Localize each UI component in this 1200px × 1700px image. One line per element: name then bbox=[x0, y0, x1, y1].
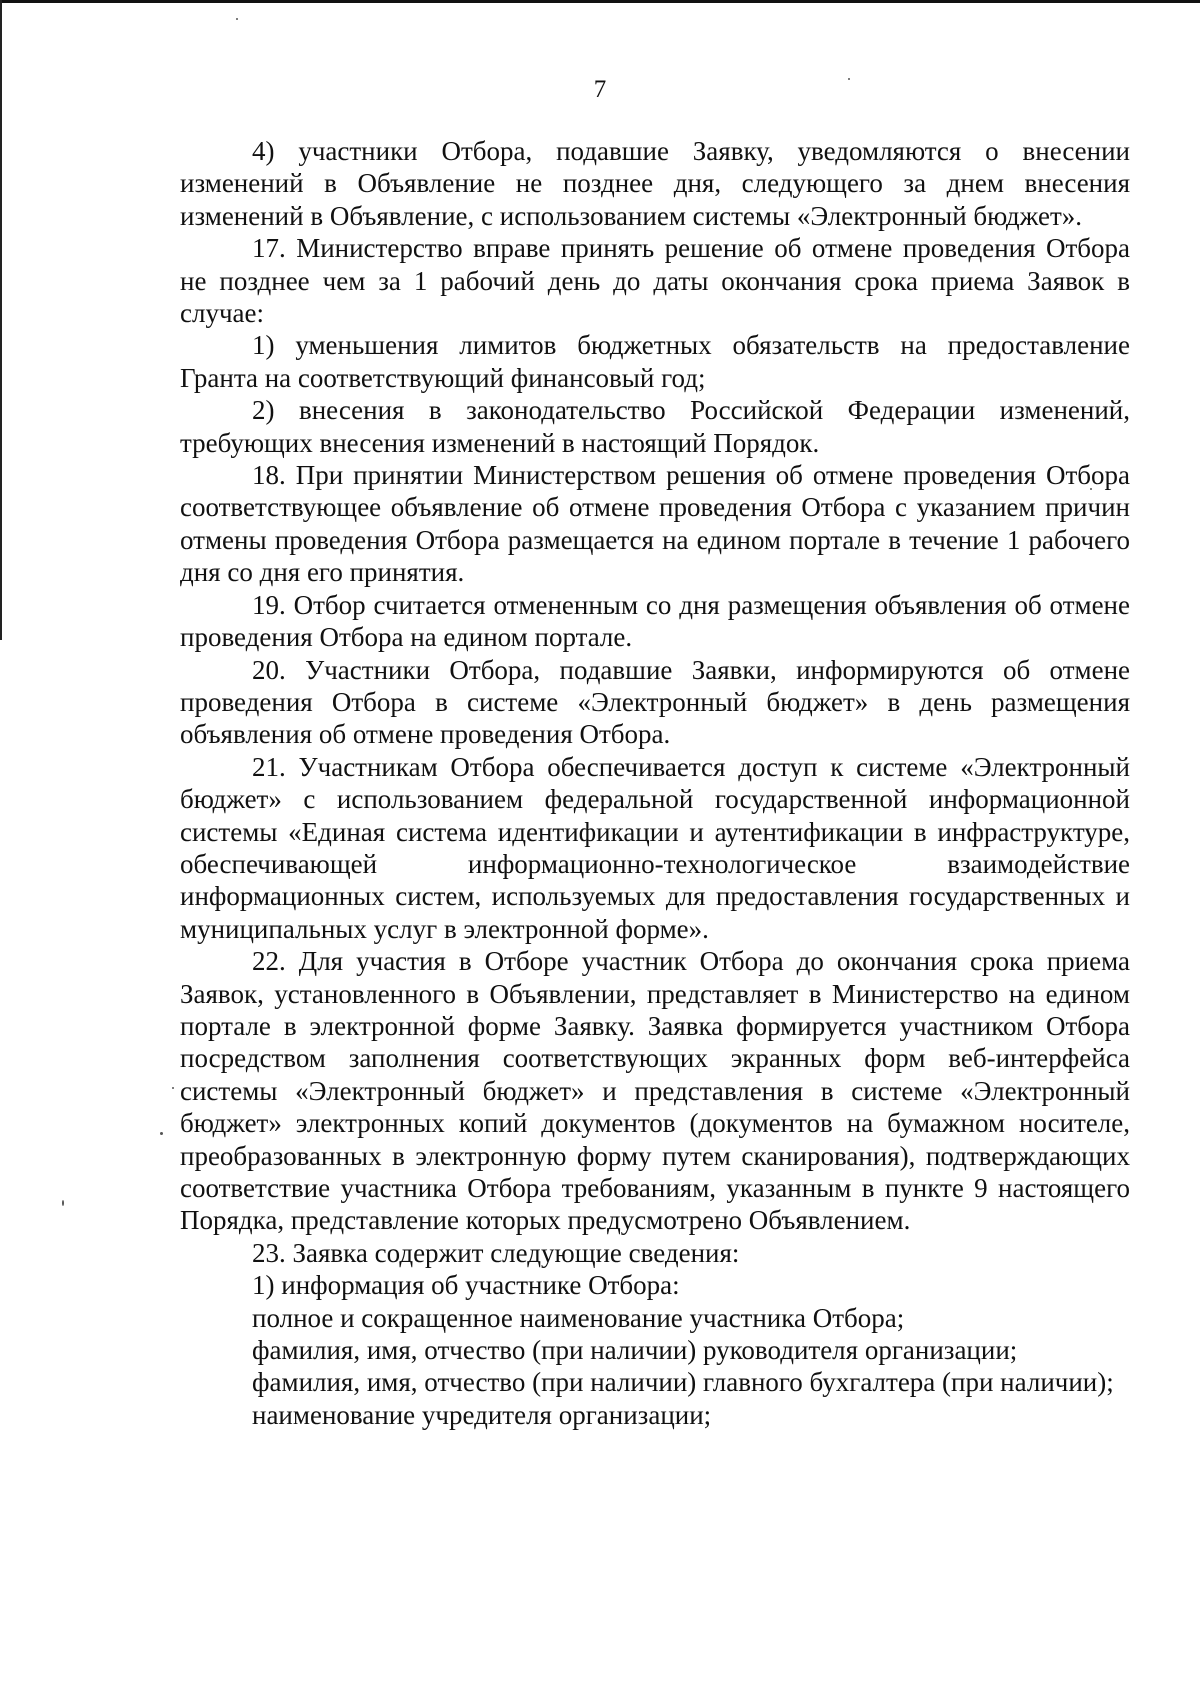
paragraph-17-cancellation-right: 17. Министерство вправе принять решение об отмене проведения Отбора не позднее чем за 1 рабочий день до даты окончания срока приема Заявок в случае: bbox=[180, 233, 1130, 329]
paragraph-22-application-submission: 22. Для участия в Отборе участник Отбора до окончания срока приема Заявок, установленного в Объявлении, представляет в Министерство на едином портале в электронной форме Заявку. Заявка формируется участником Отбора посредством заполнения соответствующих экранных форм веб-интерфейса системы «Электронный бюджет» и представления в системе «Электронный бюджет» электронных копий документов (документов на бумажном носителе, преобразованных в электронную форму путем сканирования), подтверждающих соответствие участника Отбора требованиям, указанным в пункте 9 настоящего Порядка, представление которых предусмотрено Объявлением. bbox=[180, 946, 1130, 1236]
paragraph-17-case-2: 2) внесения в законодательство Российской Федерации изменений, требующих внесения изменений в настоящий Порядок. bbox=[180, 395, 1130, 458]
paragraph-18-cancellation-notice: 18. При принятии Министерством решения об отмене проведения Отбора соответствующее объявление об отмене проведения Отбора с указанием причин отмены проведения Отбора размещается на едином портале в течение 1 рабочего дня со дня его принятия. bbox=[180, 460, 1130, 588]
scan-speck bbox=[160, 1132, 163, 1135]
paragraph-19-cancelled: 19. Отбор считается отмененным со дня размещения объявления об отмене проведения Отбора на едином портале. bbox=[180, 589, 1130, 653]
paragraph-20-participants-informed: 20. Участники Отбора, подавшие Заявки, информируются об отмене проведения Отбора в системе «Электронный бюджет» в день размещения объявления об отмене проведения Отбора. bbox=[180, 654, 1130, 750]
paragraph-23-item-1: 1) информация об участнике Отбора: bbox=[252, 1270, 680, 1301]
document-body bbox=[180, 135, 1130, 1431]
scan-speck bbox=[236, 18, 238, 20]
paragraph-23-founder-name: наименование учредителя организации; bbox=[252, 1399, 712, 1430]
scan-speck bbox=[172, 1087, 174, 1089]
scan-edge-top bbox=[0, 0, 1200, 3]
page-number: 7 bbox=[593, 76, 607, 103]
paragraph-23-director-name: фамилия, имя, отчество (при наличии) руководителя организации; bbox=[252, 1335, 1018, 1366]
paragraph-23-accountant-name: фамилия, имя, отчество (при наличии) главного бухгалтера (при наличии); bbox=[252, 1367, 1114, 1398]
paragraph-17-case-1: 1) уменьшения лимитов бюджетных обязательств на предоставление Гранта на соответствующий финансовый год; bbox=[180, 330, 1130, 393]
paragraph-item-4-notification: 4) участники Отбора, подавшие Заявку, уведомляются о внесении изменений в Объявление не позднее дня, следующего за днем внесения изменений в Объявление, с использованием системы «Электронный бюджет». bbox=[180, 136, 1130, 231]
paragraph-23-full-name: полное и сокращенное наименование участника Отбора; bbox=[252, 1302, 905, 1333]
paragraph-21-system-access: 21. Участникам Отбора обеспечивается доступ к системе «Электронный бюджет» с использованием федеральной государственной информационной системы «Единая система идентификации и аутентификации в инфраструктуре, обеспечивающей информационно-технологическое взаимодействие информационных систем, используемых для предоставления государственных и муниципальных услуг в электронной форме». bbox=[180, 751, 1130, 944]
paragraph-23-application-contents: 23. Заявка содержит следующие сведения: bbox=[252, 1237, 740, 1268]
scan-speck bbox=[62, 1200, 64, 1206]
